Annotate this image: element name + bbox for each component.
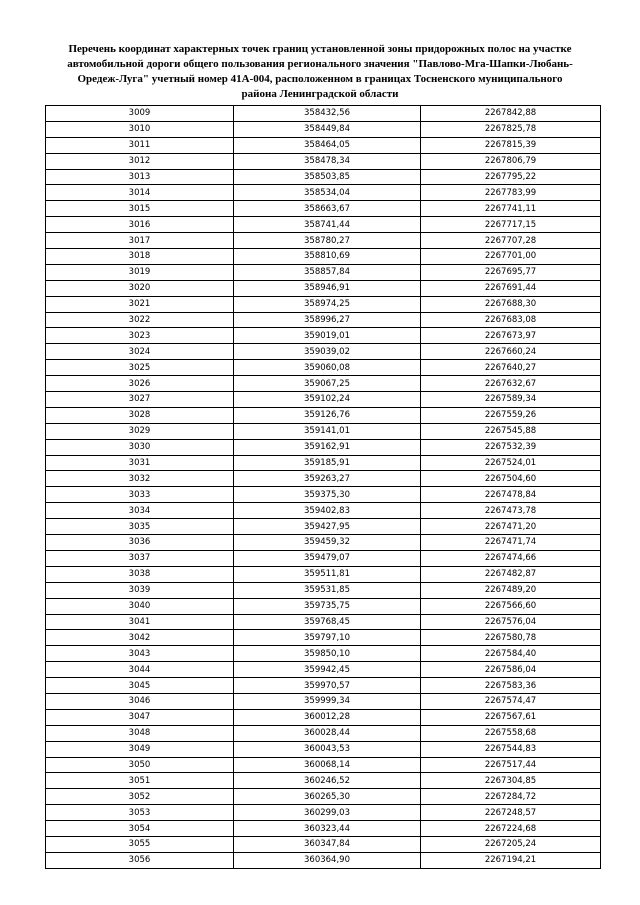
x-coordinate-cell: 359039,02 — [234, 344, 421, 360]
point-number-cell: 3014 — [46, 185, 234, 201]
x-coordinate-cell: 358464,05 — [234, 137, 421, 153]
point-number-cell: 3043 — [46, 646, 234, 662]
x-coordinate-cell: 358478,34 — [234, 153, 421, 169]
point-number-cell: 3020 — [46, 280, 234, 296]
y-coordinate-cell: 2267691,44 — [421, 280, 601, 296]
point-number-cell: 3049 — [46, 741, 234, 757]
point-number-cell: 3036 — [46, 535, 234, 551]
table-row — [46, 487, 601, 503]
y-coordinate-cell: 2267741,11 — [421, 201, 601, 217]
table-row — [46, 662, 601, 678]
table-row — [46, 519, 601, 535]
x-coordinate-cell: 360043,53 — [234, 741, 421, 757]
point-number-cell: 3051 — [46, 773, 234, 789]
point-number-cell: 3056 — [46, 852, 234, 868]
x-coordinate-cell: 359479,07 — [234, 550, 421, 566]
point-number-cell: 3050 — [46, 757, 234, 773]
point-number-cell: 3042 — [46, 630, 234, 646]
y-coordinate-cell: 2267474,66 — [421, 550, 601, 566]
y-coordinate-cell: 2267660,24 — [421, 344, 601, 360]
table-row — [46, 217, 601, 233]
point-number-cell: 3031 — [46, 455, 234, 471]
table-row — [46, 471, 601, 487]
table-row — [46, 423, 601, 439]
table-row — [46, 344, 601, 360]
y-coordinate-cell: 2267559,26 — [421, 407, 601, 423]
point-number-cell: 3034 — [46, 503, 234, 519]
y-coordinate-cell: 2267567,61 — [421, 709, 601, 725]
point-number-cell: 3054 — [46, 821, 234, 837]
y-coordinate-cell: 2267566,60 — [421, 598, 601, 614]
table-row — [46, 805, 601, 821]
table-row — [46, 106, 601, 122]
point-number-cell: 3024 — [46, 344, 234, 360]
table-row — [46, 312, 601, 328]
title-line: автомобильной дороги общего пользования регионального значения "Павлово-Мга-Шапки-Любань- — [67, 58, 573, 70]
x-coordinate-cell: 358780,27 — [234, 233, 421, 249]
x-coordinate-cell: 360068,14 — [234, 757, 421, 773]
table-row — [46, 566, 601, 582]
x-coordinate-cell: 359060,08 — [234, 360, 421, 376]
point-number-cell: 3045 — [46, 678, 234, 694]
y-coordinate-cell: 2267701,00 — [421, 249, 601, 265]
y-coordinate-cell: 2267558,68 — [421, 725, 601, 741]
x-coordinate-cell: 359067,25 — [234, 376, 421, 392]
x-coordinate-cell: 359402,83 — [234, 503, 421, 519]
point-number-cell: 3026 — [46, 376, 234, 392]
document-title — [40, 42, 600, 102]
point-number-cell: 3038 — [46, 566, 234, 582]
y-coordinate-cell: 2267586,04 — [421, 662, 601, 678]
table-row — [46, 360, 601, 376]
y-coordinate-cell: 2267194,21 — [421, 852, 601, 868]
point-number-cell: 3037 — [46, 550, 234, 566]
table-row — [46, 169, 601, 185]
y-coordinate-cell: 2267524,01 — [421, 455, 601, 471]
y-coordinate-cell: 2267783,99 — [421, 185, 601, 201]
x-coordinate-cell: 358857,84 — [234, 264, 421, 280]
y-coordinate-cell: 2267248,57 — [421, 805, 601, 821]
table-row — [46, 392, 601, 408]
title-line: района Ленинградской области — [241, 88, 399, 100]
x-coordinate-cell: 359999,34 — [234, 693, 421, 709]
x-coordinate-cell: 359185,91 — [234, 455, 421, 471]
x-coordinate-cell: 359459,32 — [234, 535, 421, 551]
point-number-cell: 3017 — [46, 233, 234, 249]
x-coordinate-cell: 358449,84 — [234, 121, 421, 137]
y-coordinate-cell: 2267482,87 — [421, 566, 601, 582]
point-number-cell: 3030 — [46, 439, 234, 455]
x-coordinate-cell: 359141,01 — [234, 423, 421, 439]
table-row — [46, 407, 601, 423]
y-coordinate-cell: 2267673,97 — [421, 328, 601, 344]
y-coordinate-cell: 2267580,78 — [421, 630, 601, 646]
point-number-cell: 3039 — [46, 582, 234, 598]
x-coordinate-cell: 358534,04 — [234, 185, 421, 201]
table-row — [46, 757, 601, 773]
table-row — [46, 693, 601, 709]
x-coordinate-cell: 359970,57 — [234, 678, 421, 694]
table-row — [46, 201, 601, 217]
x-coordinate-cell: 360012,28 — [234, 709, 421, 725]
x-coordinate-cell: 359263,27 — [234, 471, 421, 487]
point-number-cell: 3016 — [46, 217, 234, 233]
y-coordinate-cell: 2267304,85 — [421, 773, 601, 789]
point-number-cell: 3052 — [46, 789, 234, 805]
point-number-cell: 3047 — [46, 709, 234, 725]
point-number-cell: 3053 — [46, 805, 234, 821]
y-coordinate-cell: 2267471,20 — [421, 519, 601, 535]
x-coordinate-cell: 359375,30 — [234, 487, 421, 503]
table-row — [46, 296, 601, 312]
point-number-cell: 3015 — [46, 201, 234, 217]
point-number-cell: 3055 — [46, 836, 234, 852]
y-coordinate-cell: 2267683,08 — [421, 312, 601, 328]
table-row — [46, 328, 601, 344]
y-coordinate-cell: 2267707,28 — [421, 233, 601, 249]
point-number-cell: 3027 — [46, 392, 234, 408]
point-number-cell: 3029 — [46, 423, 234, 439]
table-row — [46, 121, 601, 137]
y-coordinate-cell: 2267574,47 — [421, 693, 601, 709]
table-row — [46, 153, 601, 169]
point-number-cell: 3044 — [46, 662, 234, 678]
y-coordinate-cell: 2267815,39 — [421, 137, 601, 153]
x-coordinate-cell: 359511,81 — [234, 566, 421, 582]
table-row — [46, 137, 601, 153]
table-row — [46, 233, 601, 249]
y-coordinate-cell: 2267825,78 — [421, 121, 601, 137]
table-row — [46, 725, 601, 741]
y-coordinate-cell: 2267806,79 — [421, 153, 601, 169]
x-coordinate-cell: 358996,27 — [234, 312, 421, 328]
table-row — [46, 614, 601, 630]
x-coordinate-cell: 359797,10 — [234, 630, 421, 646]
x-coordinate-cell: 359126,76 — [234, 407, 421, 423]
point-number-cell: 3011 — [46, 137, 234, 153]
y-coordinate-cell: 2267478,84 — [421, 487, 601, 503]
coordinates-table-body — [46, 106, 601, 869]
y-coordinate-cell: 2267589,34 — [421, 392, 601, 408]
table-row — [46, 582, 601, 598]
y-coordinate-cell: 2267224,68 — [421, 821, 601, 837]
table-row — [46, 630, 601, 646]
point-number-cell: 3025 — [46, 360, 234, 376]
y-coordinate-cell: 2267504,60 — [421, 471, 601, 487]
x-coordinate-cell: 360265,30 — [234, 789, 421, 805]
y-coordinate-cell: 2267583,36 — [421, 678, 601, 694]
point-number-cell: 3046 — [46, 693, 234, 709]
x-coordinate-cell: 360246,52 — [234, 773, 421, 789]
x-coordinate-cell: 358946,91 — [234, 280, 421, 296]
y-coordinate-cell: 2267695,77 — [421, 264, 601, 280]
y-coordinate-cell: 2267632,67 — [421, 376, 601, 392]
table-row — [46, 789, 601, 805]
y-coordinate-cell: 2267640,27 — [421, 360, 601, 376]
table-row — [46, 678, 601, 694]
table-row — [46, 455, 601, 471]
y-coordinate-cell: 2267795,22 — [421, 169, 601, 185]
point-number-cell: 3019 — [46, 264, 234, 280]
point-number-cell: 3009 — [46, 106, 234, 122]
x-coordinate-cell: 359768,45 — [234, 614, 421, 630]
point-number-cell: 3028 — [46, 407, 234, 423]
title-line: Оредеж-Луга" учетный номер 41А-004, расположенном в границах Тосненского муниципального — [77, 73, 563, 85]
x-coordinate-cell: 359102,24 — [234, 392, 421, 408]
point-number-cell: 3023 — [46, 328, 234, 344]
x-coordinate-cell: 359850,10 — [234, 646, 421, 662]
title-line: Перечень координат характерных точек границ установленной зоны придорожных полос на участке — [68, 43, 572, 55]
table-row — [46, 280, 601, 296]
x-coordinate-cell: 358810,69 — [234, 249, 421, 265]
y-coordinate-cell: 2267842,88 — [421, 106, 601, 122]
x-coordinate-cell: 358663,67 — [234, 201, 421, 217]
x-coordinate-cell: 360347,84 — [234, 836, 421, 852]
table-row — [46, 439, 601, 455]
table-row — [46, 550, 601, 566]
point-number-cell: 3048 — [46, 725, 234, 741]
x-coordinate-cell: 360323,44 — [234, 821, 421, 837]
x-coordinate-cell: 360028,44 — [234, 725, 421, 741]
y-coordinate-cell: 2267688,30 — [421, 296, 601, 312]
table-row — [46, 535, 601, 551]
x-coordinate-cell: 358974,25 — [234, 296, 421, 312]
x-coordinate-cell: 358741,44 — [234, 217, 421, 233]
x-coordinate-cell: 360299,03 — [234, 805, 421, 821]
table-row — [46, 598, 601, 614]
table-row — [46, 821, 601, 837]
y-coordinate-cell: 2267576,04 — [421, 614, 601, 630]
point-number-cell: 3022 — [46, 312, 234, 328]
y-coordinate-cell: 2267544,83 — [421, 741, 601, 757]
x-coordinate-cell: 359531,85 — [234, 582, 421, 598]
table-row — [46, 741, 601, 757]
y-coordinate-cell: 2267545,88 — [421, 423, 601, 439]
y-coordinate-cell: 2267471,74 — [421, 535, 601, 551]
coordinates-table — [45, 105, 601, 869]
x-coordinate-cell: 358432,56 — [234, 106, 421, 122]
y-coordinate-cell: 2267532,39 — [421, 439, 601, 455]
point-number-cell: 3033 — [46, 487, 234, 503]
table-row — [46, 709, 601, 725]
x-coordinate-cell: 359735,75 — [234, 598, 421, 614]
table-row — [46, 773, 601, 789]
point-number-cell: 3013 — [46, 169, 234, 185]
x-coordinate-cell: 359942,45 — [234, 662, 421, 678]
table-row — [46, 249, 601, 265]
table-row — [46, 376, 601, 392]
table-row — [46, 503, 601, 519]
table-row — [46, 264, 601, 280]
y-coordinate-cell: 2267284,72 — [421, 789, 601, 805]
point-number-cell: 3012 — [46, 153, 234, 169]
table-row — [46, 185, 601, 201]
x-coordinate-cell: 358503,85 — [234, 169, 421, 185]
y-coordinate-cell: 2267584,40 — [421, 646, 601, 662]
point-number-cell: 3018 — [46, 249, 234, 265]
x-coordinate-cell: 359019,01 — [234, 328, 421, 344]
y-coordinate-cell: 2267205,24 — [421, 836, 601, 852]
point-number-cell: 3041 — [46, 614, 234, 630]
table-row — [46, 646, 601, 662]
y-coordinate-cell: 2267489,20 — [421, 582, 601, 598]
x-coordinate-cell: 359162,91 — [234, 439, 421, 455]
y-coordinate-cell: 2267473,78 — [421, 503, 601, 519]
point-number-cell: 3032 — [46, 471, 234, 487]
y-coordinate-cell: 2267717,15 — [421, 217, 601, 233]
point-number-cell: 3021 — [46, 296, 234, 312]
table-row — [46, 836, 601, 852]
point-number-cell: 3010 — [46, 121, 234, 137]
point-number-cell: 3040 — [46, 598, 234, 614]
x-coordinate-cell: 360364,90 — [234, 852, 421, 868]
y-coordinate-cell: 2267517,44 — [421, 757, 601, 773]
point-number-cell: 3035 — [46, 519, 234, 535]
table-row — [46, 852, 601, 868]
x-coordinate-cell: 359427,95 — [234, 519, 421, 535]
